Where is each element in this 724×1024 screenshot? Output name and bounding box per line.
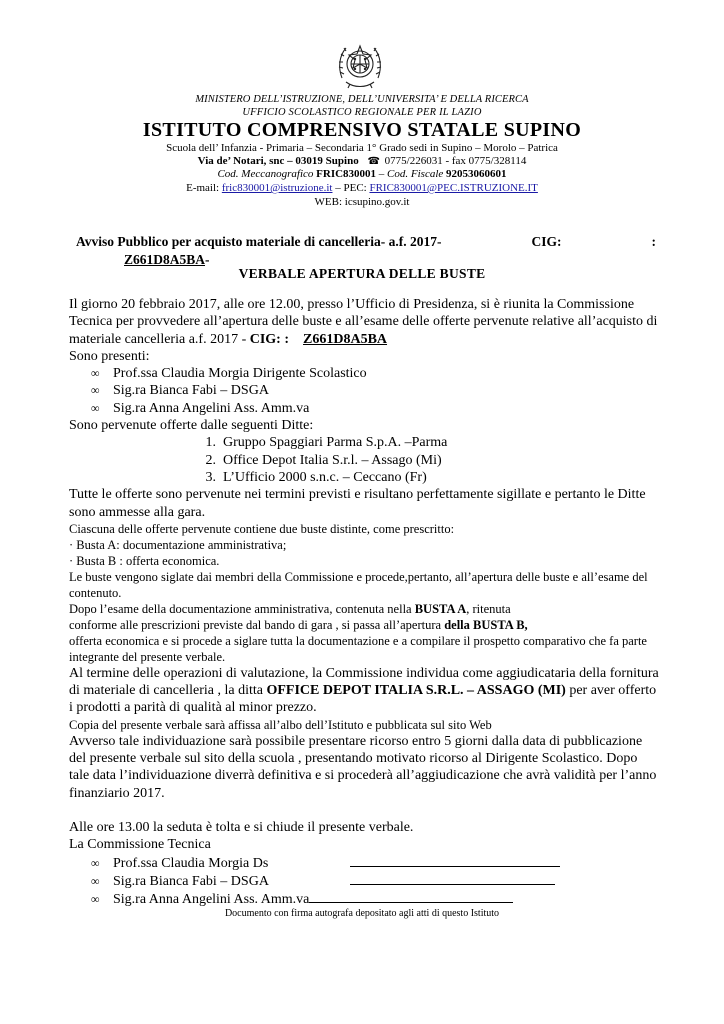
signature-row <box>69 872 659 890</box>
ministry-line: MINISTERO DELL’ISTRUZIONE, DELL’UNIVERSITA’ E DELLA RICERCA <box>195 94 529 105</box>
conform-line <box>69 617 659 633</box>
notice-colon: : <box>651 234 656 249</box>
admission-paragraph: Tutte le offerte sono pervenute nei termini previsti e risultano perfettamente sigillate e pertanto le Ditte sono ammesse alla gara. <box>69 487 646 520</box>
intro-cig-label: CIG: : <box>249 331 290 347</box>
company-item <box>69 452 659 469</box>
signature-line <box>350 872 555 885</box>
present-name: Prof.ssa Claudia Morgia Dirigente Scolastico <box>113 366 367 382</box>
italian-republic-emblem <box>334 38 386 92</box>
intro-cig-code: Z661D8A5BA <box>303 331 388 347</box>
signing-paragraph: Le buste vengono siglate dai membri della Commissione e procede,pertanto, all’apertura delle buste e all’esame del contenuto. <box>69 569 648 600</box>
company-name: Gruppo Spaggiari Parma S.p.A. –Parma <box>223 435 448 451</box>
company-item <box>69 434 659 451</box>
company-number: 2. <box>205 452 216 468</box>
economic-offer-paragraph: offerta economica e si procede a siglare tutta la documentazione e a compilare il prospetto comparativo che fa parte integrante del presente verbale. <box>69 633 647 664</box>
envelopes-intro: Ciascuna delle offerte pervenute contiene due buste distinte, come prescritto: <box>69 521 455 536</box>
signature-row <box>69 890 659 908</box>
busta-b-label: della BUSTA B, <box>444 617 528 632</box>
pec-label: – PEC: <box>332 182 370 194</box>
address-text: Via de’ Notari, snc – 03019 Supino <box>197 155 359 167</box>
awarded-company: OFFICE DEPOT ITALIA S.R.L. – ASSAGO (MI) <box>266 683 566 699</box>
cod-fisc-value: 92053060601 <box>446 168 507 180</box>
present-name: Sig.ra Anna Angelini Ass. Amm.va <box>113 400 310 416</box>
envelope-b: · Busta B : offerta economica. <box>69 553 220 568</box>
infinity-bullet-icon: ∞ <box>91 366 100 381</box>
infinity-bullet-icon: ∞ <box>91 400 100 415</box>
busta-a-label: BUSTA A <box>414 601 467 616</box>
present-item <box>69 382 659 399</box>
company-name: L’Ufficio 2000 s.n.c. – Ceccano (Fr) <box>223 469 427 485</box>
companies-label: Sono pervenute offerte dalle seguenti Ditte: <box>69 418 314 434</box>
email-label: E-mail: <box>186 182 222 194</box>
notice-title-text: Avviso Pubblico per acquisto materiale di cancelleria- a.f. 2017- <box>76 234 442 249</box>
telephone-icon: ☎ <box>367 156 380 167</box>
notice-cig-label: CIG: <box>531 234 562 249</box>
cod-fisc-label: – Cod. Fiscale <box>376 168 447 180</box>
phone-fax-text: 0775/226031 - fax 0775/328114 <box>384 155 527 167</box>
school-name-heading: ISTITUTO COMPRENSIVO STATALE SUPINO <box>142 119 582 141</box>
publication-line: Copia del presente verbale sarà affissa all’albo dell’Istituto e pubblicata sul sito Web <box>69 717 492 732</box>
company-name: Office Depot Italia S.r.l. – Assago (Mi) <box>223 452 442 468</box>
closing-paragraph: Alle ore 13.00 la seduta è tolta e si chiude il presente verbale. <box>69 819 414 835</box>
infinity-bullet-icon: ∞ <box>91 873 100 888</box>
exam-line <box>69 601 659 617</box>
commission-label: La Commissione Tecnica <box>69 837 211 853</box>
infinity-bullet-icon: ∞ <box>91 892 100 907</box>
website-line: WEB: icsupino.gov.it <box>314 196 410 208</box>
signatory-name: Sig.ra Bianca Fabi – DSGA <box>113 873 269 889</box>
cod-mecc-label: Cod. Meccanografico <box>217 168 317 180</box>
present-item <box>69 400 659 417</box>
company-number: 1. <box>205 435 216 451</box>
signature-line <box>350 854 560 867</box>
notice-cig-code: Z661D8A5BA <box>124 252 206 267</box>
envelope-a: · Busta A: documentazione amministrativa; <box>69 537 287 552</box>
pec-link[interactable]: FRIC830001@PEC.ISTRUZIONE.IT <box>369 182 538 194</box>
signature-row <box>69 854 659 872</box>
email-line <box>0 182 724 194</box>
exam-text-end: , ritenuta <box>466 601 511 616</box>
infinity-bullet-icon: ∞ <box>91 383 100 398</box>
award-text-end: per aver offerto i prodotti a parità di qualità al minor prezzo. <box>69 683 657 716</box>
conform-text: conforme alle prescrizioni previste dal bando di gara , si passa all’apertura <box>69 617 445 632</box>
codes-line <box>0 168 724 180</box>
infinity-bullet-icon: ∞ <box>91 855 100 870</box>
appeal-paragraph: Avverso tale individuazione sarà possibile presentare ricorso entro 5 giorni dalla data di pubblicazione del presente verbale sul sito della scuola , presentando motivato ricorso al Dirigente Scolastico. Dopo tale data l’individuazione diverrà definitiva e si procederà all’aggiudicazione che avrà validità per l’anno finanziario 2017. <box>69 733 657 801</box>
exam-text: Dopo l’esame della documentazione amministrativa, contenuta nella <box>69 601 415 616</box>
signatory-name: Sig.ra Anna Angelini Ass. Amm.va <box>113 892 310 908</box>
cod-mecc-value: FRIC830001 <box>316 168 377 180</box>
present-name: Sig.ra Bianca Fabi – DSGA <box>113 383 269 399</box>
company-item <box>69 469 659 486</box>
footer-note: Documento con firma autografa depositato agli atti di questo Istituto <box>224 908 500 919</box>
present-item <box>69 365 659 382</box>
intro-text: Il giorno 20 febbraio 2017, alle ore 12.00, presso l’Ufficio di Presidenza, si è riunita la Commissione Tecnica per provvedere all’apertura delle buste e all’esame delle offerte pervenute relative all’acquisto di materiale cancelleria a.f. 2017 - <box>69 297 658 347</box>
signature-line <box>309 890 513 903</box>
present-label: Sono presenti: <box>69 348 150 364</box>
intro-paragraph <box>69 296 659 348</box>
signatory-name: Prof.ssa Claudia Morgia Ds <box>113 855 269 871</box>
notice-dash: - <box>205 252 210 267</box>
email-link[interactable]: fric830001@istruzione.it <box>221 182 333 194</box>
notice-title <box>76 233 656 269</box>
school-levels-line: Scuola dell’ Infanzia - Primaria – Secondaria 1° Grado sedi in Supino – Morolo – Patrica <box>166 142 558 154</box>
regional-office-line: UFFICIO SCOLASTICO REGIONALE PER IL LAZIO <box>242 107 482 118</box>
report-body <box>69 296 659 908</box>
company-number: 3. <box>205 469 216 485</box>
report-heading: VERBALE APERTURA DELLE BUSTE <box>238 266 486 281</box>
address-line <box>0 155 724 167</box>
award-text: Al termine delle operazioni di valutazione, la Commissione individua come aggiudicataria della fornitura di materiale di cancelleria , la ditta <box>69 665 659 699</box>
award-paragraph <box>69 665 659 717</box>
